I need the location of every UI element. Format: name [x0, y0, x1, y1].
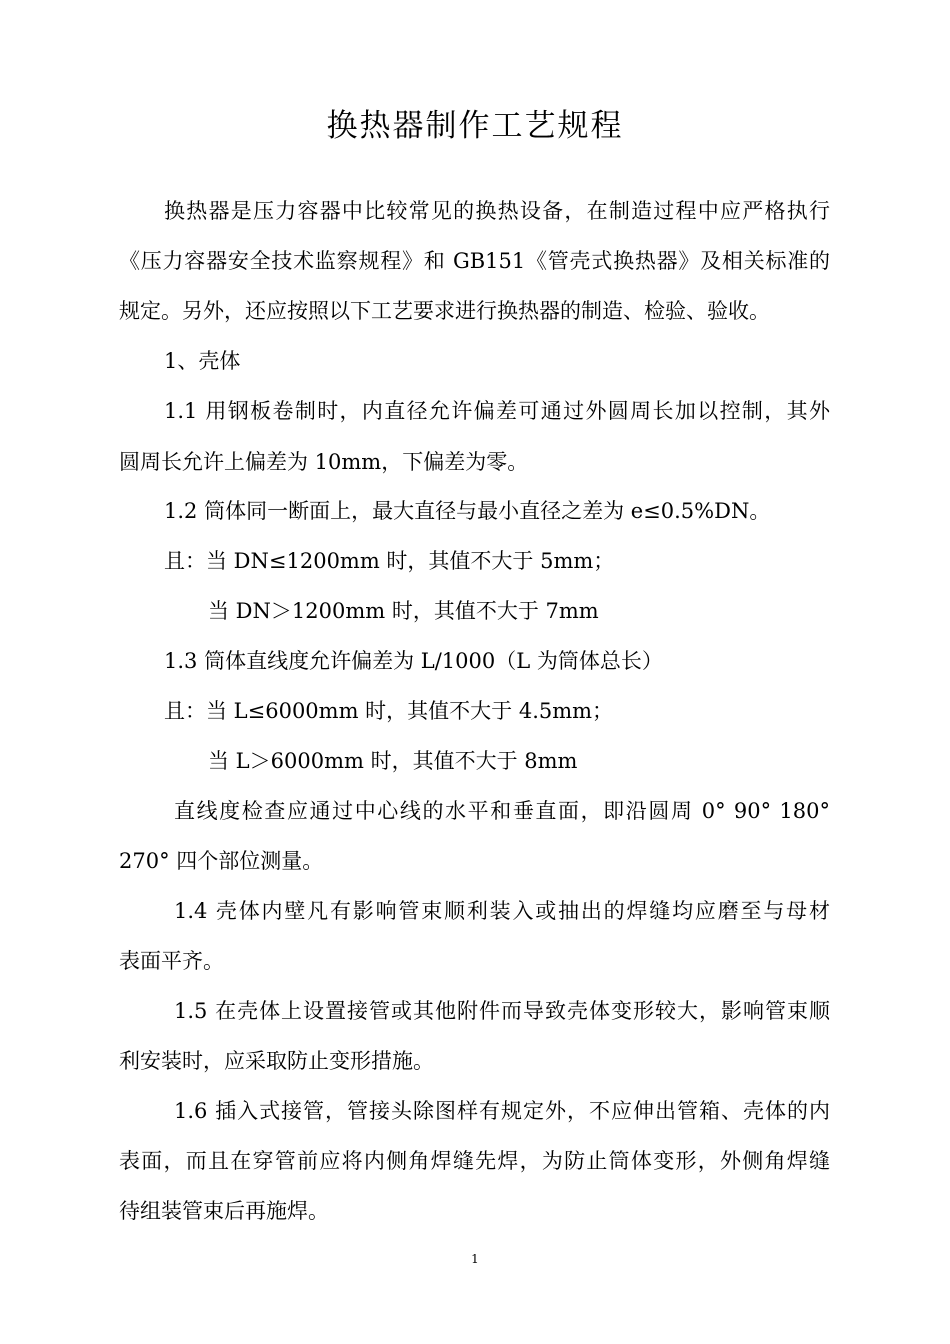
item-1-3: 1.3 筒体直线度允许偏差为 L/1000（L 为筒体总长） — [164, 649, 663, 673]
item-1-6-line-1: 1.6 插入式接管，管接头除图样有规定外，不应伸出管箱、壳体的内 — [174, 1099, 830, 1123]
item-1-2-condition-b: 当 DN＞1200mm 时，其值不大于 7mm — [208, 599, 599, 623]
intro-line-2: 《压力容器安全技术监察规程》和 GB151《管壳式换热器》及相关标准的 — [119, 249, 830, 273]
item-1-4-line-1: 1.4 壳体内壁凡有影响管束顺利装入或抽出的焊缝均应磨至与母材 — [174, 899, 830, 923]
document-title: 换热器制作工艺规程 — [326, 108, 624, 144]
item-1-3-condition-b: 当 L＞6000mm 时，其值不大于 8mm — [208, 749, 578, 773]
page-number: 1 — [471, 1252, 479, 1266]
item-1-6-line-3: 待组装管束后再施焊。 — [119, 1199, 329, 1223]
item-1-4-line-2: 表面平齐。 — [119, 949, 224, 973]
straightness-line-2: 270° 四个部位测量。 — [119, 849, 324, 873]
item-1-1-line-2: 圆周长允许上偏差为 10mm，下偏差为零。 — [119, 450, 529, 474]
item-1-1-line-1: 1.1 用钢板卷制时，内直径允许偏差可通过外圆周长加以控制，其外 — [164, 399, 830, 423]
item-1-2-condition-a: 且：当 DN≤1200mm 时，其值不大于 5mm； — [164, 549, 615, 573]
section-heading: 1、壳体 — [164, 349, 241, 373]
item-1-2: 1.2 筒体同一断面上，最大直径与最小直径之差为 e≤0.5%DN。 — [164, 499, 771, 523]
item-1-5-line-2: 利安装时，应采取防止变形措施。 — [119, 1049, 434, 1073]
intro-line-3: 规定。另外，还应按照以下工艺要求进行换热器的制造、检验、验收。 — [119, 299, 770, 323]
item-1-3-condition-a: 且：当 L≤6000mm 时，其值不大于 4.5mm； — [164, 699, 614, 723]
item-1-6-line-2: 表面，而且在穿管前应将内侧角焊缝先焊，为防止筒体变形，外侧角焊缝 — [119, 1149, 830, 1173]
straightness-line-1: 直线度检查应通过中心线的水平和垂直面，即沿圆周 0° 90° 180° — [174, 799, 830, 823]
item-1-5-line-1: 1.5 在壳体上设置接管或其他附件而导致壳体变形较大，影响管束顺 — [174, 999, 830, 1023]
intro-line-1: 换热器是压力容器中比较常见的换热设备，在制造过程中应严格执行 — [164, 199, 830, 223]
